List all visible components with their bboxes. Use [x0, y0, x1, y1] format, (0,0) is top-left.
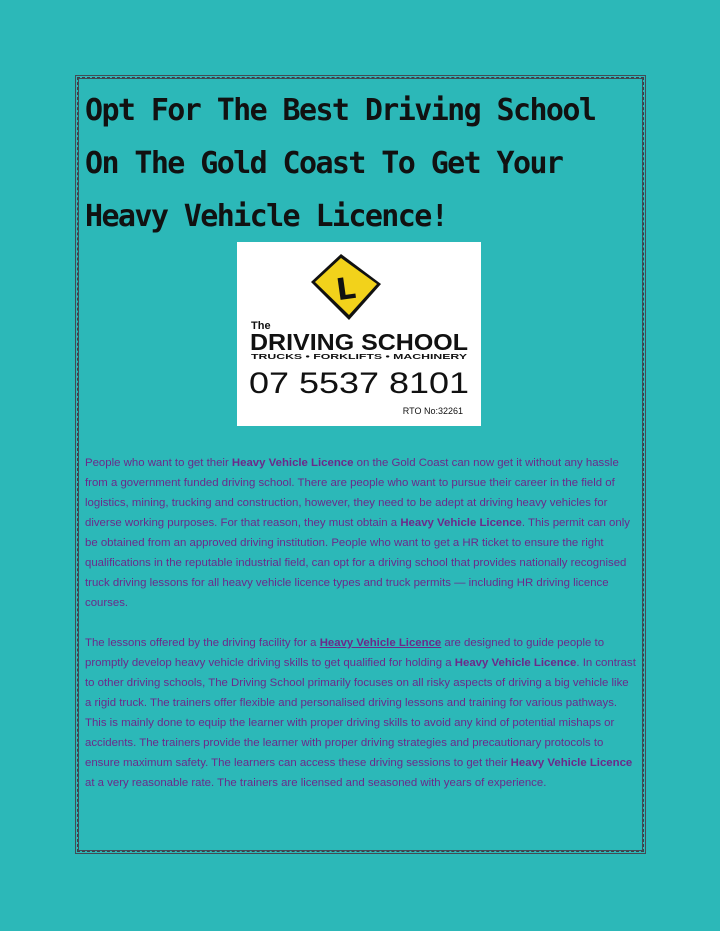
paragraph-1: [85, 453, 637, 613]
paragraph-1-text: on the Gold Coast can now get it without any hassle from a government funded driving school. There are people who want to pursue their career in the field of logistics, mining, trucking and construction, however, they need to be adept at driving heavy vehicles for diverse working purposes. For that reason, they must obtain a: [85, 457, 619, 529]
paragraph-1-text: People who want to get their: [85, 457, 232, 469]
keyword-heavy-vehicle-licence: Heavy Vehicle Licence: [400, 517, 522, 529]
logo-phone-number: 07 5537 8101: [249, 367, 469, 400]
article-body: [85, 453, 637, 813]
l-plate-sign-icon: [311, 254, 381, 320]
heavy-vehicle-licence-link[interactable]: Heavy Vehicle Licence: [319, 637, 442, 649]
title-line-1: Opt For The Best Driving School: [85, 93, 596, 128]
logo-graphic: [237, 242, 481, 426]
l-plate-letter: L: [334, 270, 358, 309]
page-title: [85, 84, 645, 243]
keyword-heavy-vehicle-licence: Heavy Vehicle Licence: [454, 657, 577, 669]
paragraph-2-text: are designed to guide people to promptly develop heavy vehicle driving skills to get qualified for holding a: [85, 637, 605, 669]
keyword-heavy-vehicle-licence: Heavy Vehicle Licence: [510, 757, 633, 769]
logo-school-name: DRIVING SCHOOL: [250, 329, 468, 355]
driving-school-logo: [237, 242, 481, 426]
paragraph-1-text: . This permit can only be obtained from an approved driving institution. People who want to get a HR ticket to ensure the right qualifications in the reputable industrial field, can opt for a driving school that provides nationally recognised truck driving lessons for all heavy vehicle licence types and truck permits — including HR driving licence courses.: [85, 517, 630, 609]
paragraph-2-text: The lessons offered by the driving facility for a: [85, 637, 320, 649]
title-line-3: Heavy Vehicle Licence!: [85, 199, 448, 234]
logo-the: The: [251, 320, 271, 332]
logo-tagline: TRUCKS • FORKLIFTS • MACHINERY: [251, 354, 468, 361]
paragraph-2: [85, 633, 637, 793]
keyword-heavy-vehicle-licence: Heavy Vehicle Licence: [231, 457, 354, 469]
paragraph-2-text: . In contrast to other driving schools, The Driving School primarily focuses on all risky aspects of driving a big vehicle like a rigid truck. The trainers offer flexible and personalised driving lessons and training for various pathways. This is mainly done to equip the learner with proper driving skills to avoid any kind of potential mishaps or accidents. The trainers provide the learner with proper driving strategies and precautionary protocols to ensure maximum safety. The learners can access these driving sessions to get their: [85, 657, 636, 769]
paragraph-2-text: at a very reasonable rate. The trainers are licensed and seasoned with years of experience.: [85, 777, 547, 789]
logo-rto-number: RTO No:32261: [402, 406, 463, 416]
title-line-2: On The Gold Coast To Get Your: [85, 146, 563, 181]
